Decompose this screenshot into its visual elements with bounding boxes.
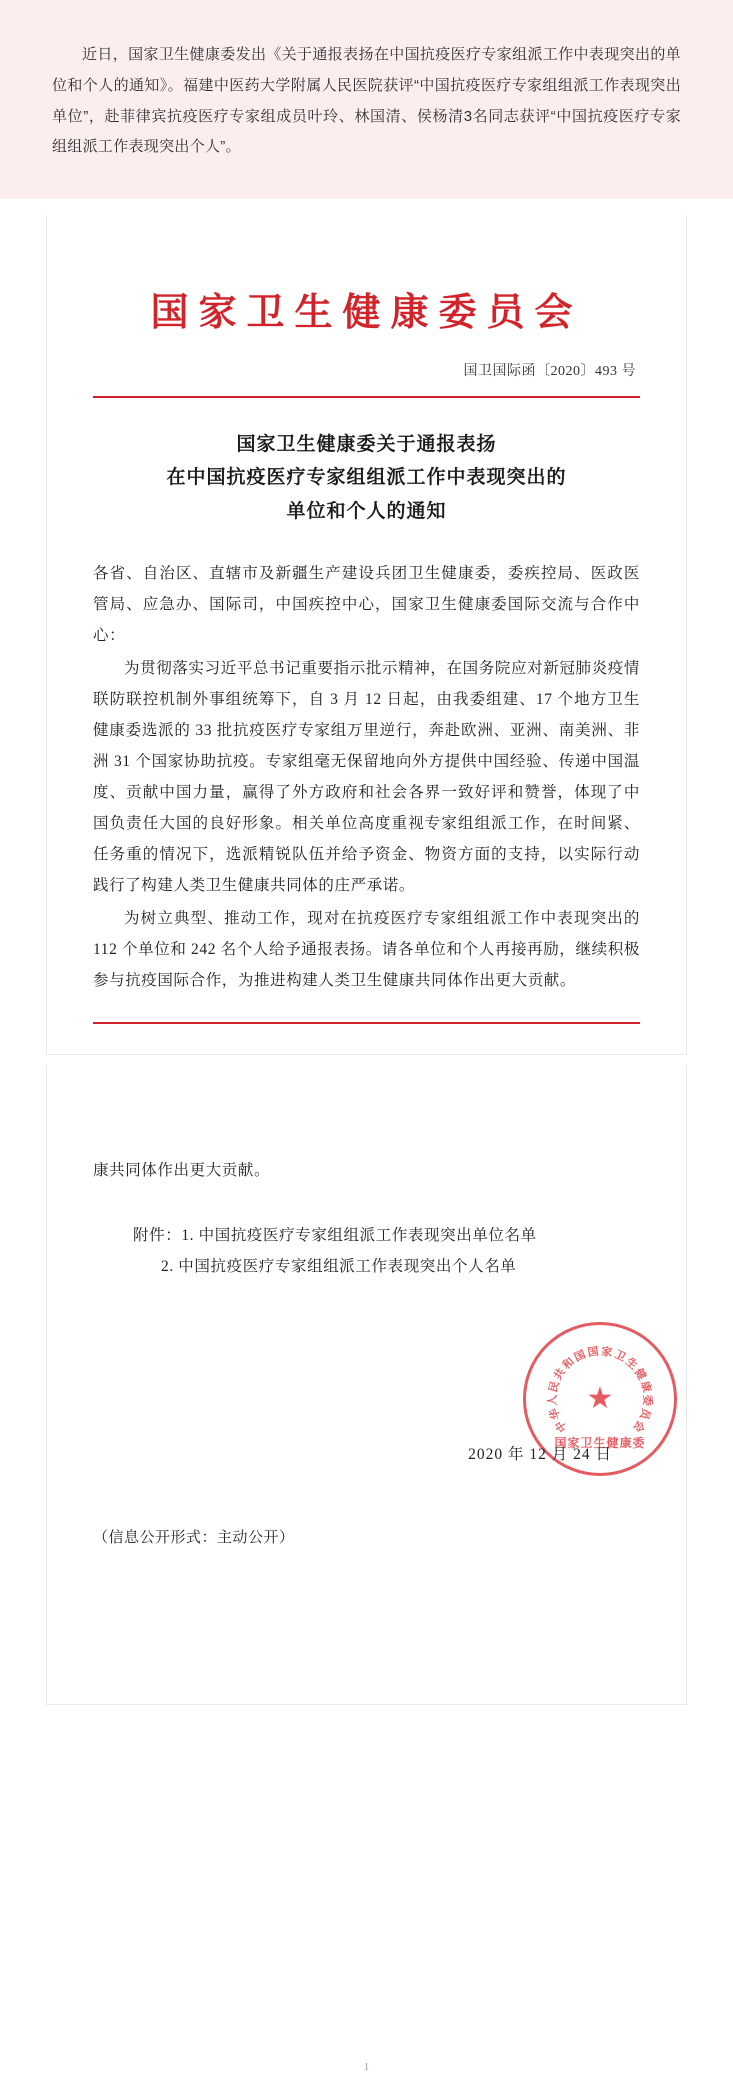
intro-paragraph: 近日，国家卫生健康委发出《关于通报表扬在中国抗疫医疗专家组派工作中表现突出的单位和个人的通知》。福建中医药大学附属人民医院获评“中国抗疫医疗专家组组派工作表现突出单位”，赴菲律宾抗疫医疗专家组成员叶玲、林国清、侯杨清3名同志获评“中国抗疫医疗专家组组派工作表现突出个人”。 <box>52 46 681 156</box>
official-document-sheet-page-1 <box>46 215 687 1055</box>
seal-ring-text: 中 华 人 民 共 和 国 国 家 卫 生 健 康 委 员 会 <box>546 1345 654 1434</box>
page-bottom-spacer <box>0 1705 733 2035</box>
official-document-sheet-page-2 <box>46 1065 687 1705</box>
intro-highlight-block <box>0 0 733 199</box>
document-addressee: 各省、自治区、直辖市及新疆生产建设兵团卫生健康委，委疾控局、医政医管局、应急办、国际司，中国疾控中心，国家卫生健康委国际交流与合作中心： <box>93 564 640 644</box>
document-title-line-1: 国家卫生健康委关于通报表扬 <box>236 434 497 455</box>
seal-bottom-text: 国家卫生健康委 <box>554 1435 646 1450</box>
document-title <box>123 428 610 528</box>
document-continuation-text: 康共同体作出更大贡献。 <box>93 1161 271 1179</box>
attachments-block <box>93 1220 640 1282</box>
attachments-label: 附件： <box>133 1226 182 1244</box>
document-date: 2020 年 12 月 24 日 <box>468 1445 612 1463</box>
document-number: 国卫国际函〔2020〕493 号 <box>463 364 636 379</box>
disclosure-note: （信息公开形式：主动公开） <box>93 1529 295 1546</box>
attachment-item-1 <box>133 1220 640 1251</box>
document-title-line-3: 单位和个人的通知 <box>286 500 447 522</box>
attachment-1-text: 1. 中国抗疫医疗专家组组派工作表现突出单位名单 <box>181 1226 537 1244</box>
document-masthead: 国家卫生健康委员会 <box>150 292 583 334</box>
document-paragraph-1: 为贯彻落实习近平总书记重要指示批示精神，在国务院应对新冠肺炎疫情联防联控机制外事组统筹下，自 3 月 12 日起，由我委组建、17 个地方卫生健康委选派的 33 批抗疫医疗专家组万里逆行，奔赴欧洲、亚洲、南美洲、非洲 31 个国家协助抗疫。专家组毫无保留地向外方提供中国经验、传递中国温度、贡献中国力量，赢得了外方政府和社会各界一致好评和赞誉，体现了中国负责任大国的良好形象。相关单位高度重视专家组组派工作，在时间紧、任务重的情况下，选派精锐队伍并给予资金、物资方面的支持，以实际行动践行了构建人类卫生健康共同体的庄严承诺。 <box>93 659 640 894</box>
red-divider-rule-bottom <box>93 1022 640 1024</box>
document-body <box>93 558 640 996</box>
seal-star-icon: ★ <box>586 1381 614 1415</box>
document-paragraph-2: 为树立典型、推动工作，现对在抗疫医疗专家组组派工作中表现突出的 112 个单位和 242 名个人给予通报表扬。请各单位和个人再接再励，继续积极参与抗疫国际合作，为推进构建人类卫生健康共同体作出更大贡献。 <box>93 909 640 989</box>
seal-and-date-area <box>93 1322 654 1512</box>
red-divider-rule <box>93 396 640 398</box>
attachment-item-2 <box>133 1251 640 1282</box>
page-number: 1 <box>363 2060 370 2073</box>
attachment-2-text: 2. 中国抗疫医疗专家组组派工作表现突出个人名单 <box>161 1257 517 1275</box>
document-title-line-2: 在中国抗疫医疗专家组组派工作中表现突出的 <box>166 467 567 489</box>
